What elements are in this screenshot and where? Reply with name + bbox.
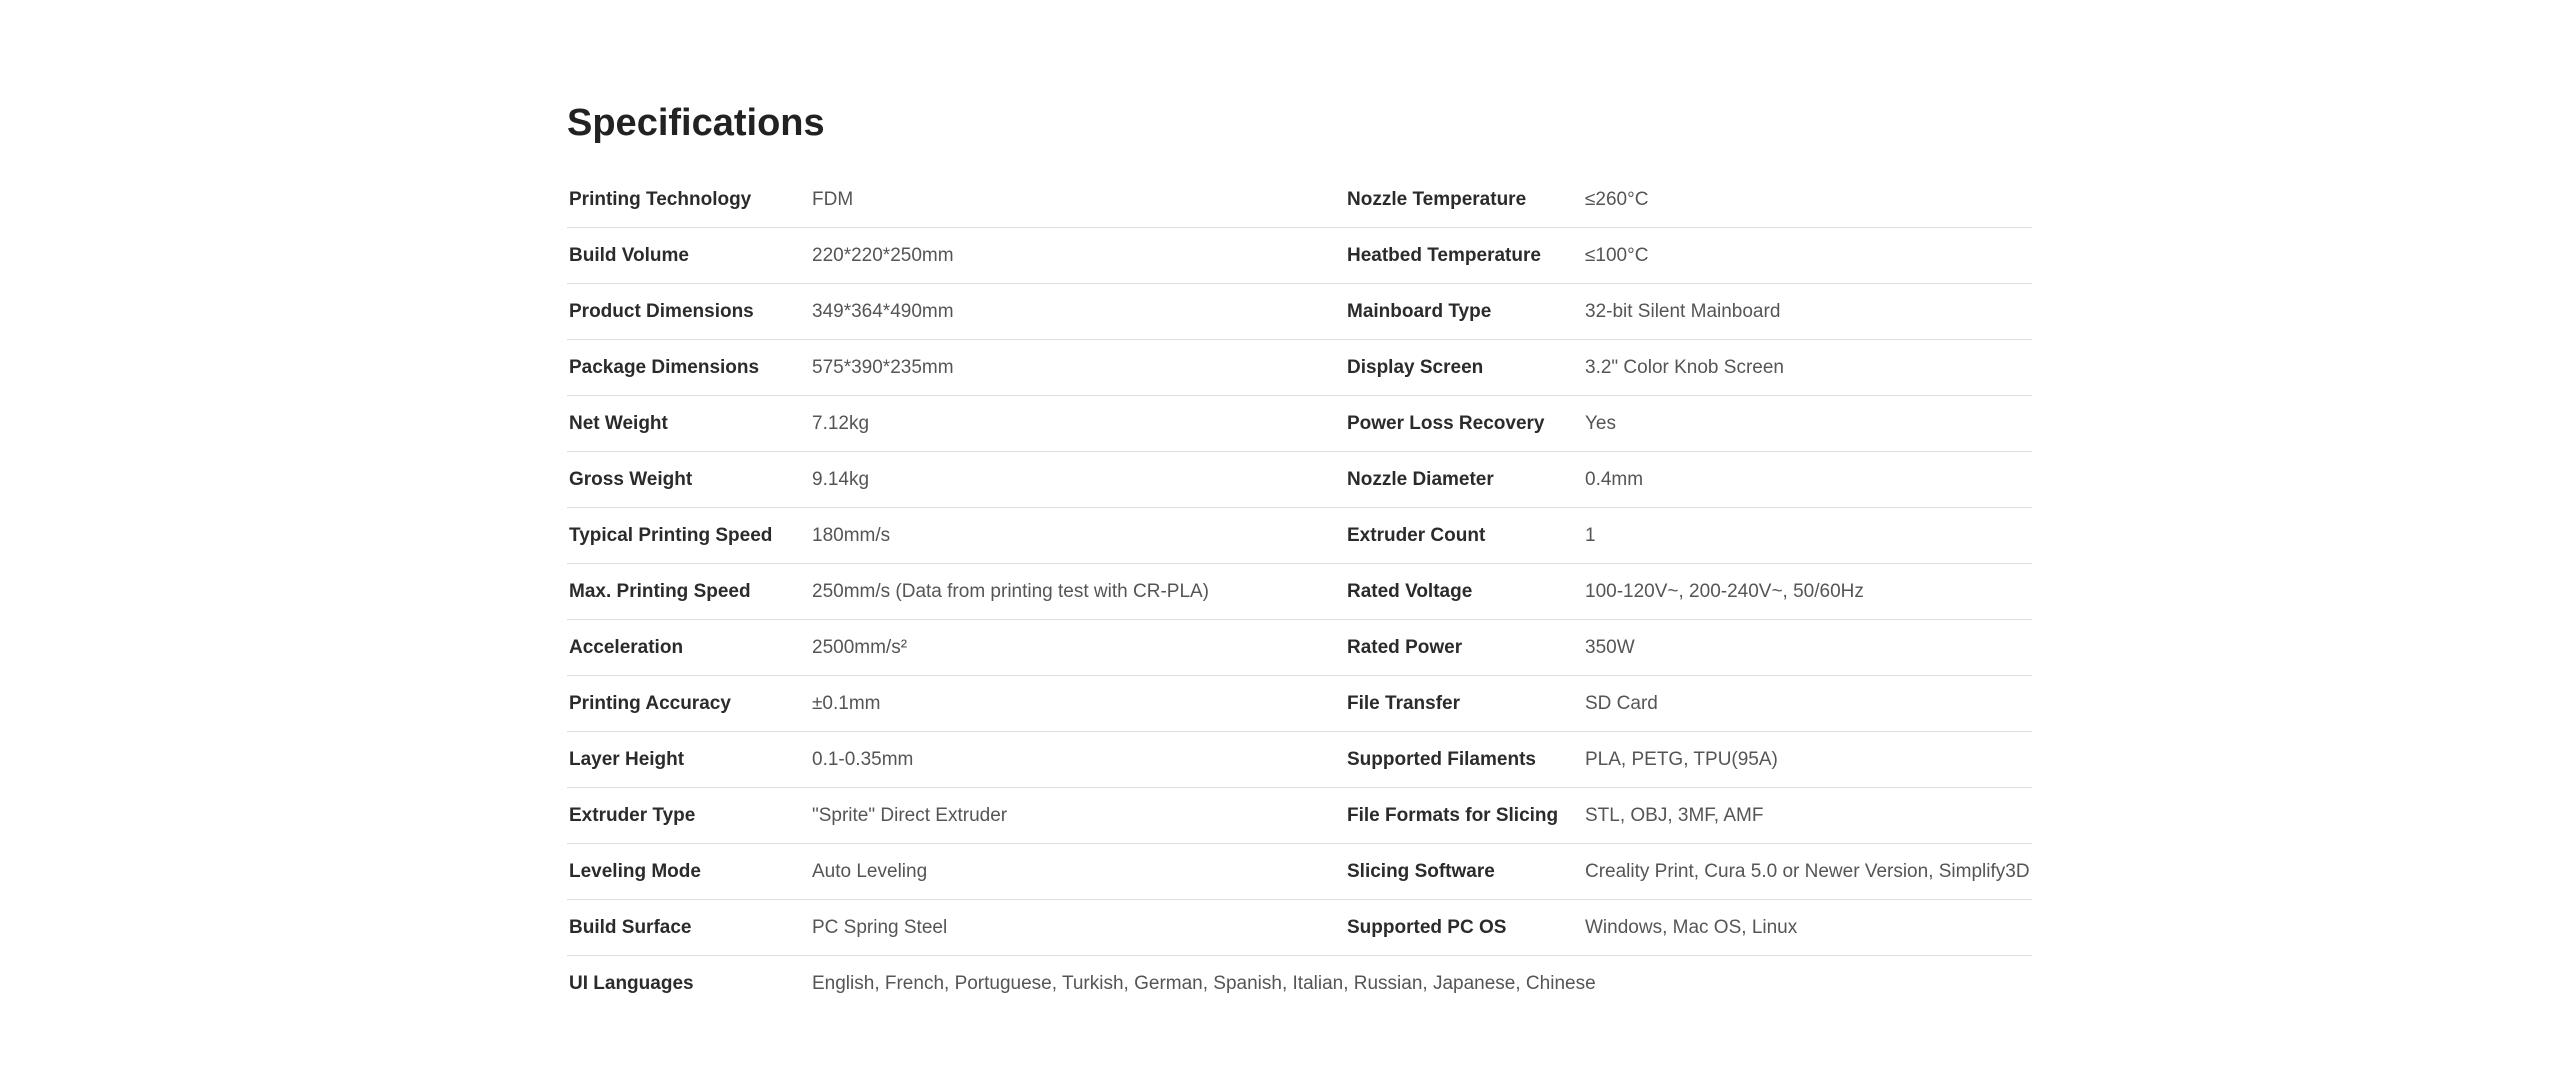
spec-label: Build Volume [569, 244, 689, 266]
spec-row [1347, 508, 2032, 564]
spec-row [567, 228, 1347, 284]
spec-value: 250mm/s (Data from printing test with CR-PLA) [812, 580, 1210, 602]
spec-value: 7.12kg [812, 412, 870, 434]
spec-label: Leveling Mode [569, 860, 701, 882]
spec-row [567, 620, 1347, 676]
spec-table [567, 172, 2032, 956]
spec-value: 32-bit Silent Mainboard [1585, 300, 1781, 322]
spec-value: 0.1-0.35mm [812, 748, 914, 770]
spec-label: Supported Filaments [1347, 748, 1536, 770]
spec-row [1347, 620, 2032, 676]
spec-value: 180mm/s [812, 524, 891, 546]
spec-label: Supported PC OS [1347, 916, 1507, 938]
spec-row [567, 788, 1347, 844]
spec-value: ±0.1mm [812, 692, 881, 714]
spec-row [567, 900, 1347, 956]
spec-row [567, 172, 1347, 228]
spec-column-right [1347, 172, 2032, 956]
spec-label: Package Dimensions [569, 356, 760, 378]
spec-value: 350W [1585, 636, 1635, 658]
spec-value: PC Spring Steel [812, 916, 948, 938]
spec-value: 9.14kg [812, 468, 870, 490]
spec-row [1347, 732, 2032, 788]
spec-label: Extruder Count [1347, 524, 1486, 546]
spec-label: UI Languages [569, 973, 694, 994]
spec-row [567, 452, 1347, 508]
spec-label: Typical Printing Speed [569, 524, 773, 546]
spec-row [567, 340, 1347, 396]
spec-label: Nozzle Diameter [1347, 468, 1494, 490]
spec-value: 349*364*490mm [812, 300, 954, 322]
spec-label: Net Weight [569, 412, 668, 434]
spec-label: Layer Height [569, 748, 685, 770]
spec-row [1347, 452, 2032, 508]
spec-row [1347, 228, 2032, 284]
spec-label: Slicing Software [1347, 860, 1495, 882]
spec-value: 0.4mm [1585, 468, 1644, 490]
spec-label: Power Loss Recovery [1347, 412, 1545, 434]
spec-row [1347, 284, 2032, 340]
spec-label: Product Dimensions [569, 300, 754, 322]
spec-value: 3.2" Color Knob Screen [1585, 356, 1784, 378]
spec-row [567, 732, 1347, 788]
spec-label: Rated Voltage [1347, 580, 1473, 602]
spec-label: Acceleration [569, 636, 684, 658]
spec-value: SD Card [1585, 692, 1658, 714]
spec-row [567, 564, 1347, 620]
spec-value: Windows, Mac OS, Linux [1585, 916, 1798, 938]
spec-row [567, 844, 1347, 900]
spec-row [567, 676, 1347, 732]
spec-value: 220*220*250mm [812, 244, 954, 266]
spec-row [567, 284, 1347, 340]
spec-row [1347, 340, 2032, 396]
spec-row [1347, 844, 2032, 900]
spec-value: English, French, Portuguese, Turkish, German, Spanish, Italian, Russian, Japanese, Chinese [812, 973, 1596, 994]
spec-label: Nozzle Temperature [1347, 188, 1527, 210]
spec-label: Build Surface [569, 916, 692, 938]
spec-label: Printing Technology [569, 188, 752, 210]
spec-row [1347, 676, 2032, 732]
spec-label: Display Screen [1347, 356, 1484, 378]
spec-label: Printing Accuracy [569, 692, 731, 714]
spec-label: Rated Power [1347, 636, 1463, 658]
spec-row [1347, 564, 2032, 620]
spec-label: Mainboard Type [1347, 300, 1492, 322]
spec-value: ≤260°C [1585, 188, 1649, 210]
spec-value: STL, OBJ, 3MF, AMF [1585, 804, 1764, 826]
spec-value: 100-120V~, 200-240V~, 50/60Hz [1585, 580, 1864, 602]
spec-row [1347, 396, 2032, 452]
specifications-section [567, 98, 2032, 1012]
spec-label: File Formats for Slicing [1347, 804, 1559, 826]
spec-column-left [567, 172, 1347, 956]
spec-label: Max. Printing Speed [569, 580, 751, 602]
spec-value: Auto Leveling [812, 860, 928, 882]
spec-row [567, 396, 1347, 452]
spec-value: Yes [1585, 412, 1616, 434]
spec-value: "Sprite" Direct Extruder [812, 804, 1008, 826]
spec-value: PLA, PETG, TPU(95A) [1585, 748, 1778, 770]
spec-label: File Transfer [1347, 692, 1460, 714]
spec-row-ui-languages [567, 956, 2032, 1012]
spec-value: 2500mm/s² [812, 636, 908, 658]
spec-label: Gross Weight [569, 468, 693, 490]
spec-row [1347, 788, 2032, 844]
spec-value: ≤100°C [1585, 244, 1649, 266]
spec-value: FDM [812, 188, 854, 210]
spec-value: 575*390*235mm [812, 356, 954, 378]
spec-label: Heatbed Temperature [1347, 244, 1541, 266]
spec-value: 1 [1585, 524, 1596, 546]
spec-row [567, 508, 1347, 564]
spec-value: Creality Print, Cura 5.0 or Newer Version, Simplify3D [1585, 860, 2030, 882]
spec-row [1347, 172, 2032, 228]
spec-row [1347, 900, 2032, 956]
section-title: Specifications [567, 102, 825, 144]
spec-label: Extruder Type [569, 804, 696, 826]
